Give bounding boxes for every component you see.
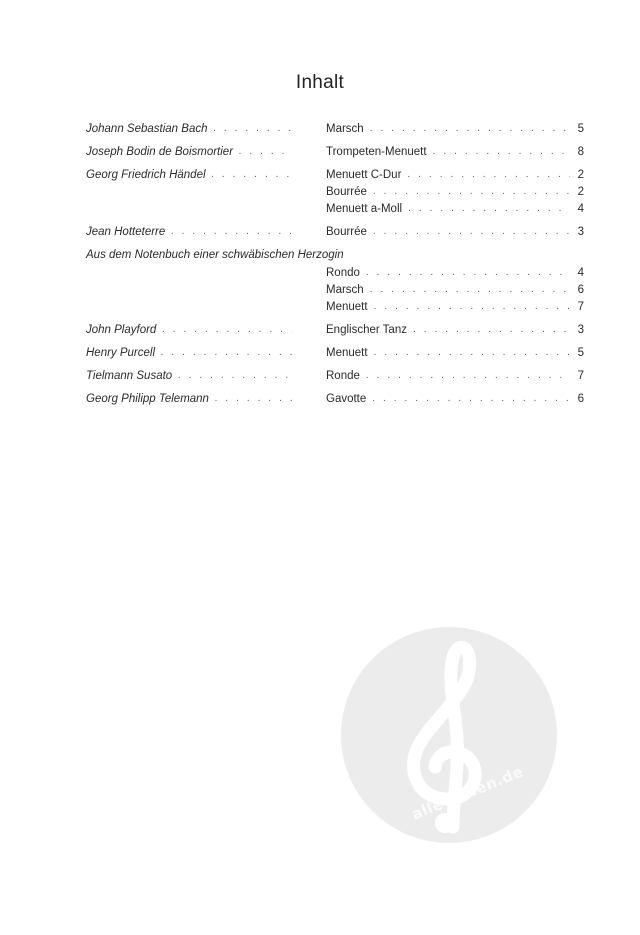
page-number: 6: [577, 393, 584, 405]
dot-leader: [374, 298, 570, 315]
piece-title: Englischer Tanz: [326, 324, 407, 336]
dot-leader: [372, 390, 570, 407]
dot-leader: [373, 223, 570, 240]
dot-leader: [366, 264, 570, 281]
piece-list: [326, 223, 584, 240]
toc-entry[interactable]: [326, 264, 584, 281]
toc-entry[interactable]: [326, 390, 584, 407]
page-number: 6: [577, 284, 584, 296]
composer-entry: [86, 367, 292, 385]
piece-title: Ronde: [326, 370, 360, 382]
toc-group: [86, 120, 584, 137]
toc-group: [86, 344, 584, 361]
dot-leader: [413, 321, 570, 338]
dot-leader: [171, 223, 292, 241]
toc-entry[interactable]: [326, 183, 584, 200]
piece-list: [326, 367, 584, 384]
toc-group: [86, 321, 584, 338]
piece-title: Gavotte: [326, 393, 367, 405]
toc-entry[interactable]: [326, 223, 584, 240]
page-number: 2: [577, 186, 584, 198]
toc-entry[interactable]: [326, 298, 584, 315]
piece-title: Marsch: [326, 284, 364, 296]
toc-entry[interactable]: [326, 166, 584, 183]
page-number: 5: [577, 347, 584, 359]
dot-leader: [370, 120, 570, 137]
piece-title: Marsch: [326, 123, 364, 135]
page-number: 5: [577, 123, 584, 135]
piece-list: [326, 143, 584, 160]
toc-group: [86, 246, 584, 315]
toc-entry[interactable]: [326, 120, 584, 137]
toc-entry[interactable]: [326, 321, 584, 338]
dot-leader: [408, 200, 570, 217]
watermark-text: alle-noten.de: [408, 762, 526, 824]
composer-name: Georg Philipp Telemann: [86, 393, 209, 405]
piece-list: [326, 344, 584, 361]
piece-list: [326, 390, 584, 407]
collection-note: Aus dem Notenbuch einer schwäbischen Herzogin: [86, 249, 344, 261]
dot-leader: [433, 143, 570, 160]
composer-name: Johann Sebastian Bach: [86, 123, 208, 135]
table-of-contents: [86, 120, 584, 413]
dot-leader: [370, 281, 570, 298]
toc-group: [86, 143, 584, 160]
piece-list: [326, 120, 584, 137]
page-number: 3: [577, 226, 584, 238]
dot-leader: [407, 166, 570, 183]
composer-entry: [86, 344, 292, 362]
dot-leader: [366, 367, 570, 384]
composer-name: Tielmann Susato: [86, 370, 173, 382]
composer-entry: [86, 166, 292, 184]
dot-leader: [213, 120, 292, 138]
piece-list: [326, 264, 584, 315]
page-number: 7: [577, 301, 584, 313]
toc-entry[interactable]: [326, 281, 584, 298]
composer-name: Jean Hotteterre: [86, 226, 166, 238]
dot-leader: [374, 344, 570, 361]
piece-title: Bourrée: [326, 186, 367, 198]
toc-entry[interactable]: [326, 367, 584, 384]
toc-entry[interactable]: [326, 344, 584, 361]
toc-entry[interactable]: [326, 200, 584, 217]
composer-entry: [86, 390, 292, 408]
piece-title: Menuett: [326, 347, 368, 359]
composer-name: Joseph Bodin de Boismortier: [86, 146, 234, 158]
composer-name: Georg Friedrich Händel: [86, 169, 206, 181]
page-number: 3: [577, 324, 584, 336]
toc-group: [86, 367, 584, 384]
dot-leader: [215, 390, 292, 408]
composer-name: John Playford: [86, 324, 157, 336]
dot-leader: [373, 183, 570, 200]
piece-title: Trompeten-Menuett: [326, 146, 427, 158]
page-title: Inhalt: [295, 72, 345, 93]
toc-group: [86, 166, 584, 217]
composer-entry: [86, 143, 292, 161]
watermark: [341, 627, 557, 843]
page-number: 4: [577, 267, 584, 279]
piece-title: Bourrée: [326, 226, 367, 238]
composer-entry: [86, 120, 292, 138]
dot-leader: [178, 367, 292, 385]
page-number: 4: [577, 203, 584, 215]
piece-title: Rondo: [326, 267, 360, 279]
composer-entry: [86, 223, 292, 241]
dot-leader: [161, 344, 292, 362]
piece-title: Menuett C-Dur: [326, 169, 402, 181]
piece-title: Menuett a-Moll: [326, 203, 403, 215]
dot-leader: [162, 321, 292, 339]
toc-entry[interactable]: [326, 143, 584, 160]
piece-title: Menuett: [326, 301, 368, 313]
piece-list: [326, 166, 584, 217]
composer-entry: [86, 321, 292, 339]
toc-group: [86, 390, 584, 407]
piece-list: [326, 321, 584, 338]
dot-leader: [239, 143, 292, 161]
page-number: 8: [577, 146, 584, 158]
toc-group: [86, 223, 584, 240]
composer-name: Henry Purcell: [86, 347, 156, 359]
dot-leader: [212, 166, 292, 184]
page-number: 7: [577, 370, 584, 382]
page-number: 2: [577, 169, 584, 181]
